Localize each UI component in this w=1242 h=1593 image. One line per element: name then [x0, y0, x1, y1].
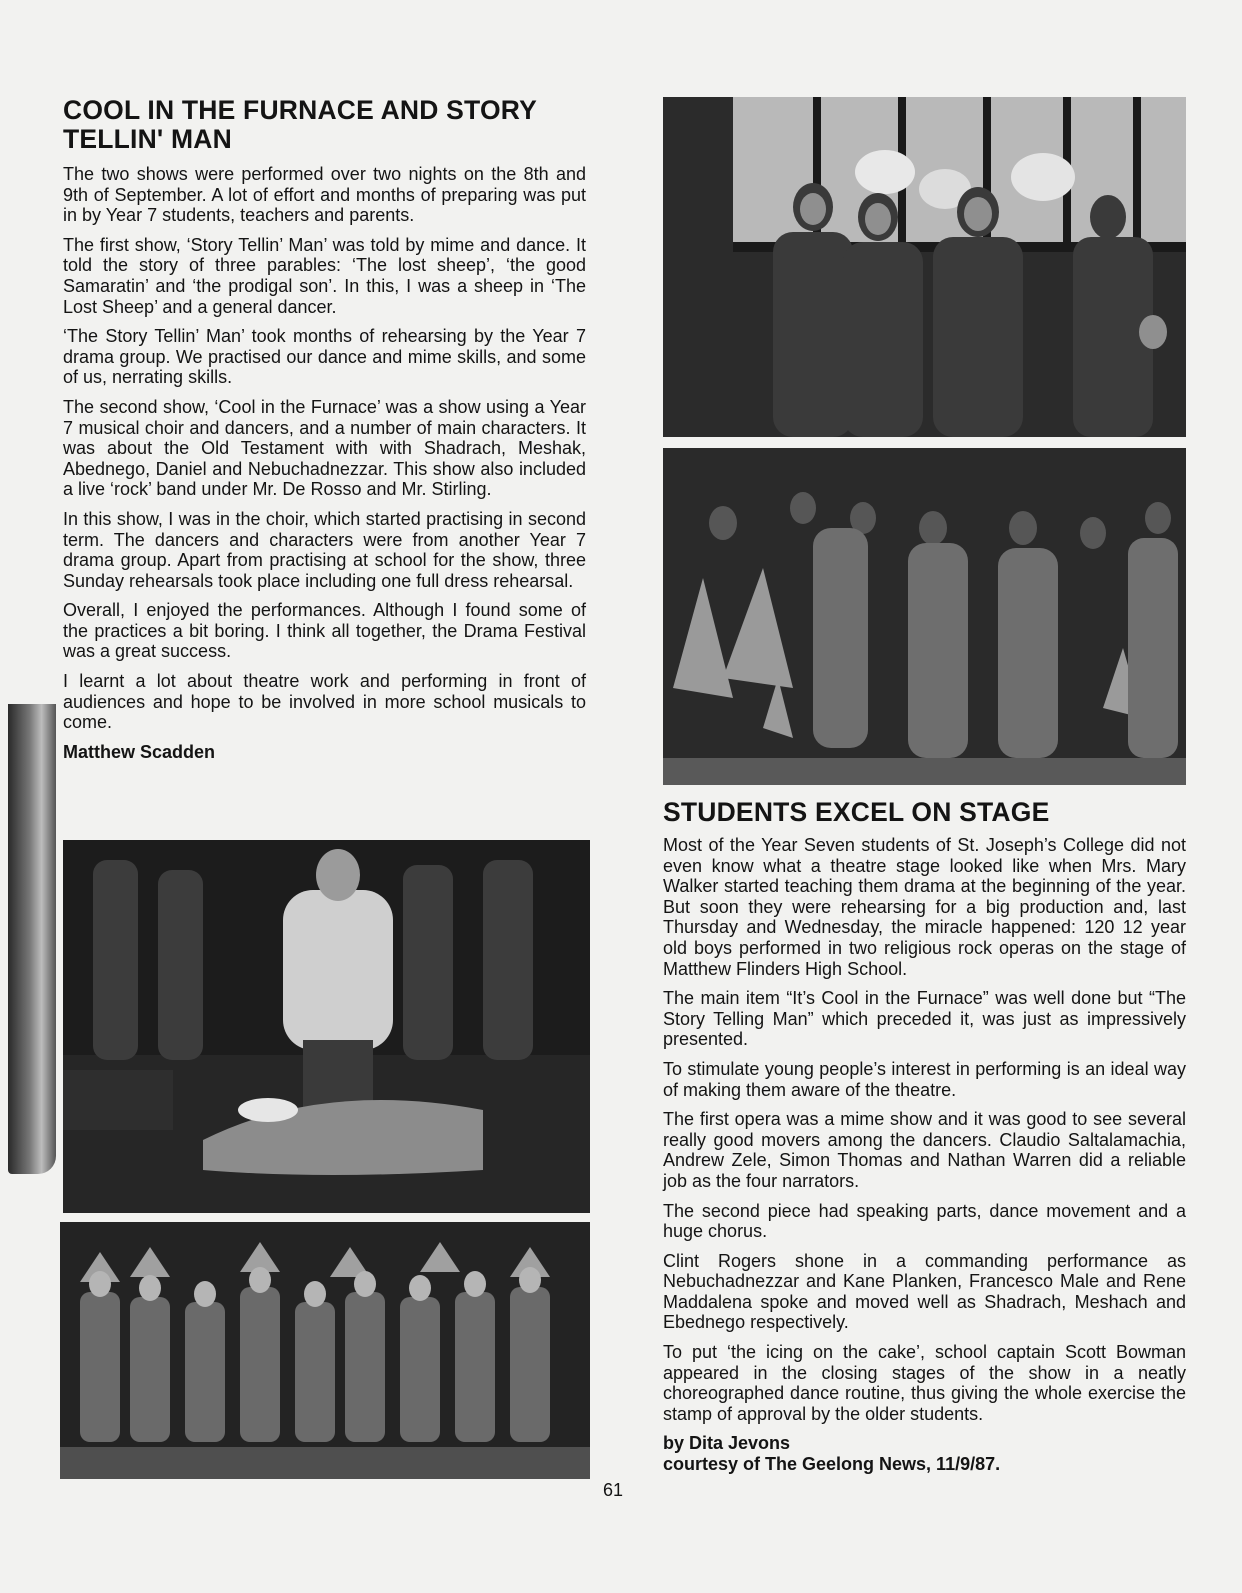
photo-boys-with-plates [663, 97, 1186, 437]
left-paragraph-2: The first show, ‘Story Tellin’ Man’ was told by mime and dance. It told the story of three parables: ‘The lost sheep’, ‘the good Samaratin’ and ‘the prodigal son’. In this, I was a sheep in ‘The Lost Sheep’ and a general dancer. [63, 234, 586, 317]
left-paragraph-5: In this show, I was in the choir, which started practising in second term. The dancers and characters were from another Year 7 drama group. Apart from practising at school for the show, three Sunday rehearsals took place including one full dress rehearsal. [63, 508, 586, 591]
photo-chorus-line [60, 1222, 590, 1479]
right-article-byline: by Dita Jevons [663, 1433, 791, 1454]
right-paragraph-4: The first opera was a mime show and it was good to see several really good movers among the dancers. Claudio Saltalamachia, Andrew Zele, Simon Thomas and Nathan Warren did a reliable job as the four narrators. [663, 1109, 1186, 1191]
right-paragraph-2: The main item “It’s Cool in the Furnace” was well done but “The Story Telling Man” which preceded it, was just as impressively presented. [663, 988, 1186, 1050]
right-paragraph-7: To put ‘the icing on the cake’, school captain Scott Bowman appeared in the closing stages of the show in a neatly choreographed dance routine, thus giving the whole exercise the stamp of approval by the older students. [663, 1342, 1186, 1424]
right-paragraph-6: Clint Rogers shone in a commanding performance as Nebuchadnezzar and Kane Planken, Francesco Male and Rene Maddalena spoke and moved well as Shadrach, Meshach and Ebednego respectively. [663, 1250, 1186, 1333]
left-article-author: Matthew Scadden [63, 741, 216, 762]
right-article [663, 798, 1186, 1475]
right-paragraph-1: Most of the Year Seven students of St. Joseph’s College did not even know what a theatre stage looked like when Mrs. Mary Walker started teaching them drama at the beginning of the year. But soon they were rehearsing for a big production and, last Thursday and Wednesday, the miracle happened: 120 12 year old boys performed in two religious rock operas on the stage of Matthew Flinders High School. [663, 835, 1186, 979]
right-article-title: STUDENTS EXCEL ON STAGE [663, 797, 1050, 827]
right-article-source: courtesy of The Geelong News, 11/9/87. [663, 1454, 1001, 1475]
left-paragraph-6: Overall, I enjoyed the performances. Although I found some of the practices a bit boring. I think all together, the Drama Festival was a great success. [63, 600, 586, 662]
right-paragraph-5: The second piece had speaking parts, dance movement and a huge chorus. [663, 1200, 1186, 1242]
left-article-title: COOL IN THE FURNACE AND STORY TELLIN' MAN [63, 95, 537, 154]
page-number: 61 [603, 1480, 624, 1500]
right-paragraph-3: To stimulate young people’s interest in performing is an ideal way of making them aware of the theatre. [663, 1058, 1186, 1100]
margin-photo-fragment [8, 704, 56, 1174]
photo-stage-performers [663, 448, 1186, 785]
photo-mime-scene [63, 840, 590, 1213]
left-paragraph-4: The second show, ‘Cool in the Furnace’ was a show using a Year 7 musical choir and dancers, and a number of main characters. It was about the Old Testament with with Shadrach, Meshak, Abednego, Daniel and Nebuchadnezzar. This show also included a live ‘rock’ band under Mr. De Rosso and Mr. Stirling. [63, 396, 586, 500]
left-paragraph-3: ‘The Story Tellin’ Man’ took months of rehearsing by the Year 7 drama group. We practised our dance and mime skills, and some of us, nerrating skills. [63, 326, 586, 388]
left-article [63, 96, 586, 762]
left-paragraph-1: The two shows were performed over two nights on the 8th and 9th of September. A lot of effort and months of preparing was put in by Year 7 students, teachers and parents. [63, 164, 586, 226]
left-paragraph-7: I learnt a lot about theatre work and performing in front of audiences and hope to be involved in more school musicals to come. [63, 671, 586, 733]
